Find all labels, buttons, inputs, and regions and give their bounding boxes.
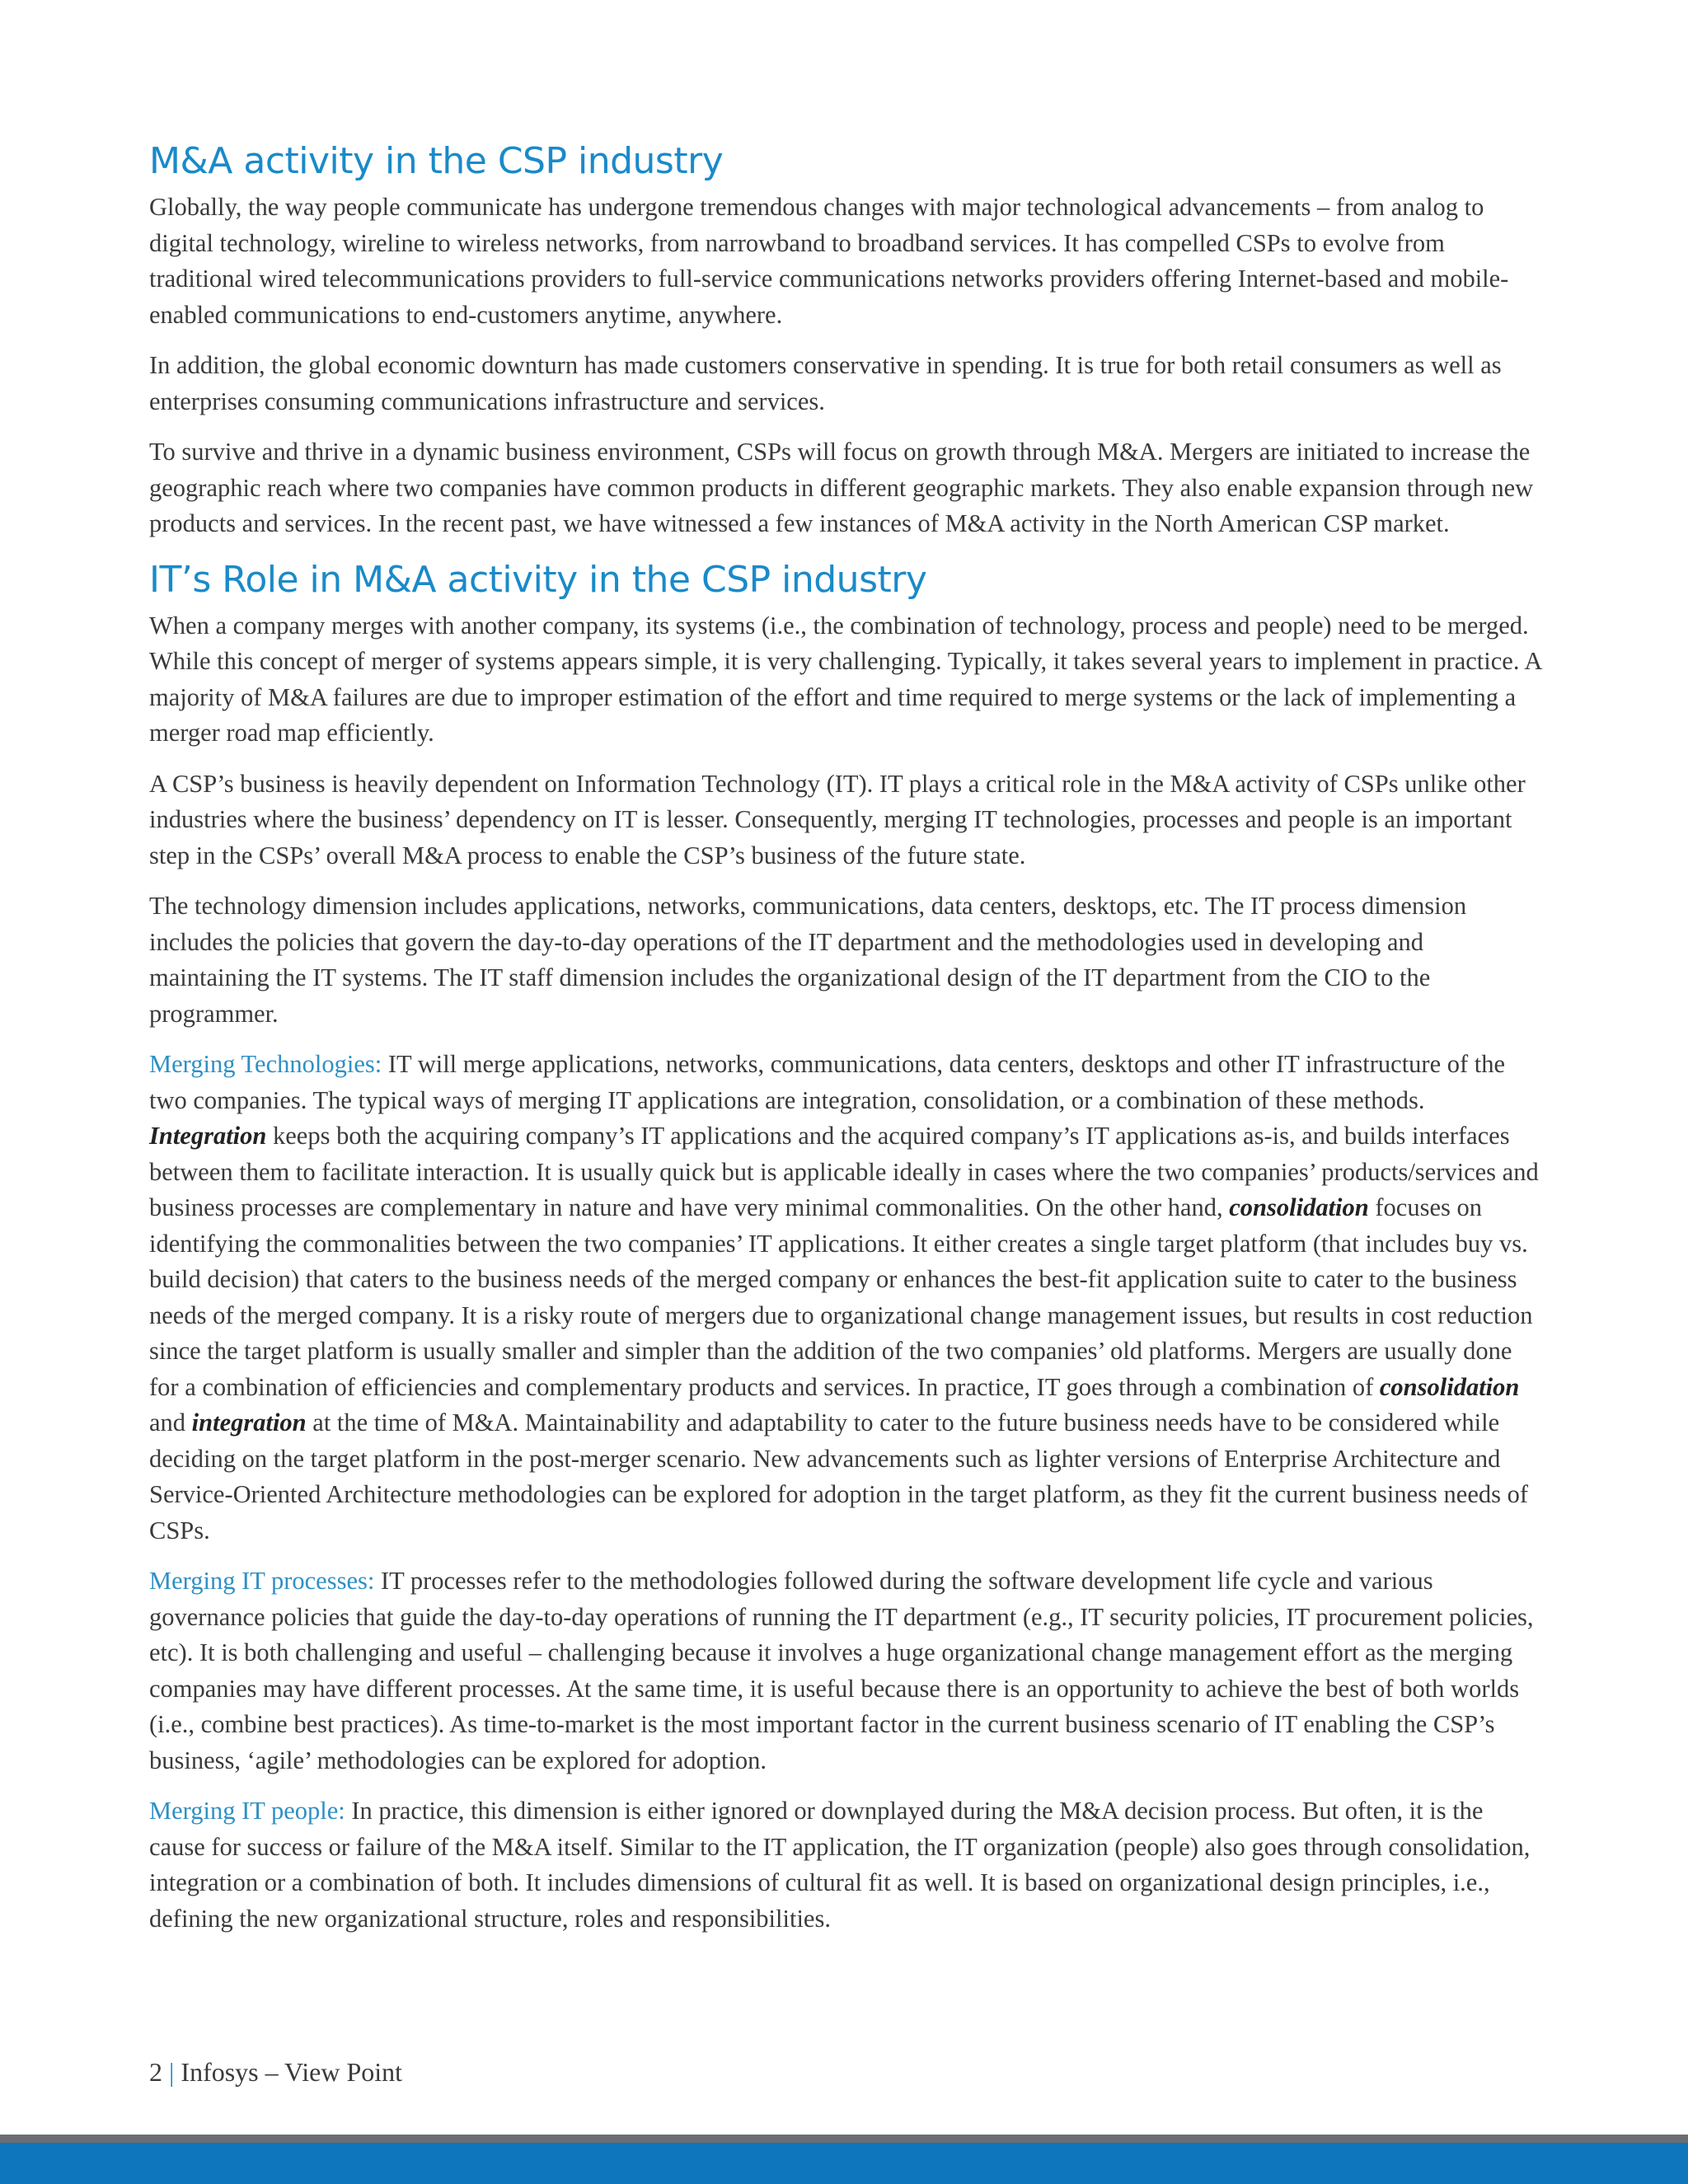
- footer-separator: |: [169, 2057, 175, 2087]
- page-content: [149, 138, 1542, 1952]
- footer-title: Infosys – View Point: [181, 2057, 403, 2087]
- emphasis-consolidation: consolidation: [1379, 1372, 1520, 1401]
- emphasis-integration: Integration: [149, 1122, 267, 1150]
- emphasis-consolidation: consolidation: [1229, 1193, 1369, 1221]
- section-heading-ma-activity: M&A activity in the CSP industry: [149, 140, 724, 182]
- text-run: IT processes refer to the methodologies followed during the software development life cycle and various governance policies that guide the day-to-day operations of running the IT department (e.g., IT security policies, IT procurement policies, etc). It is both challenging and useful – challenging because it involves a huge organizational change management effort as the merging companies may have different processes. At the same time, it is useful because there is an opportunity to achieve the best of both worlds (i.e., combine best practices). As time-to-market is the most important factor in the current business scenario of IT enabling the CSP’s business, ‘agile’ methodologies can be explored for adoption.: [149, 1567, 1534, 1774]
- paragraph: To survive and thrive in a dynamic business environment, CSPs will focus on growth through M&A. Mergers are initiated to increase the geographic reach where two companies have common products in different geographic markets. They also enable expansion through new products and services. In the recent past, we have witnessed a few instances of M&A activity in the North American CSP market.: [149, 438, 1534, 537]
- page-number: 2: [149, 2057, 162, 2087]
- footer-grey-stripe: [0, 2135, 1688, 2143]
- section-heading-it-role: IT’s Role in M&A activity in the CSP industry: [149, 558, 927, 601]
- text-run: keeps both the acquiring company’s IT applications and the acquired company’s IT applications as-is, and builds interfaces between them to facilitate interaction. It is usually quick but is applicable ideally in cases where the two companies’ products/services and business processes are complementary in nature and have very minimal commonalities. On the other hand,: [149, 1122, 1539, 1221]
- merging-technologies-paragraph: [149, 1047, 1542, 1549]
- merging-processes-paragraph: [149, 1563, 1542, 1779]
- text-run: focuses on identifying the commonalities between the two companies’ IT applications. It either creates a single target platform (that includes buy vs. build decision) that caters to the business needs of the merged company or enhances the best-fit application suite to cater to the business needs of the merged company. It is a risky route of mergers due to organizational change management issues, but results in cost reduction since the target platform is usually smaller and simpler than the addition of the two companies’ old platforms. Mergers are usually done for a combination of efficiencies and complementary products and services. In practice, IT goes through a combination of: [149, 1193, 1533, 1401]
- emphasis-integration: integration: [191, 1408, 307, 1436]
- paragraph: When a company merges with another company, its systems (i.e., the combination of technology, process and people) need to be merged. While this concept of merger of systems appears simple, it is very challenging. Typically, it takes several years to implement in practice. A majority of M&A failures are due to improper estimation of the effort and time required to merge systems or the lack of implementing a merger road map efficiently.: [149, 611, 1541, 747]
- merging-people-lead: Merging IT people:: [149, 1797, 345, 1825]
- text-run: at the time of M&A. Maintainability and adaptability to cater to the future business needs have to be considered while deciding on the target platform in the post-merger scenario. New advancements such as lighter versions of Enterprise Architecture and Service-Oriented Architecture methodologies can be explored for adoption in the target platform, as they fit the current business needs of CSPs.: [149, 1408, 1529, 1544]
- merging-technologies-lead: Merging Technologies:: [149, 1050, 382, 1078]
- paragraph: Globally, the way people communicate has undergone tremendous changes with major technological advancements – from analog to digital technology, wireline to wireless networks, from narrowband to broadband services. It has compelled CSPs to evolve from traditional wired telecommunications providers to full-service communications networks providers offering Internet-based and mobile-enabled communications to end-customers anytime, anywhere.: [149, 193, 1509, 329]
- paragraph: The technology dimension includes applications, networks, communications, data centers, desktops, etc. The IT process dimension includes the policies that govern the day-to-day operations of the IT department and the methodologies used in developing and maintaining the IT systems. The IT staff dimension includes the organizational design of the IT department from the CIO to the programmer.: [149, 892, 1467, 1028]
- paragraph: In addition, the global economic downturn has made customers conservative in spending. It is true for both retail consumers as well as enterprises consuming communications infrastructure and services.: [149, 351, 1502, 415]
- merging-processes-lead: Merging IT processes:: [149, 1567, 375, 1595]
- merging-people-paragraph: [149, 1793, 1542, 1937]
- paragraph: A CSP’s business is heavily dependent on Information Technology (IT). IT plays a critical role in the M&A activity of CSPs unlike other industries where the business’ dependency on IT is lesser. Consequently, merging IT technologies, processes and people is an important step in the CSPs’ overall M&A process to enable the CSP’s business of the future state.: [149, 769, 1526, 869]
- text-run: In practice, this dimension is either ignored or downplayed during the M&A decision process. But often, it is the cause for success or failure of the M&A itself. Similar to the IT application, the IT organization (people) also goes through consolidation, integration or a combination of both. It includes dimensions of cultural fit as well. It is based on organizational design principles, i.e., defining the new organizational structure, roles and responsibilities.: [149, 1797, 1531, 1933]
- footer-blue-bar: [0, 2143, 1688, 2184]
- text-run: and: [149, 1408, 192, 1436]
- page-footer: [149, 2055, 402, 2088]
- text-run: IT will merge applications, networks, communications, data centers, desktops and other IT infrastructure of the two companies. The typical ways of merging IT applications are integration, consolidation, or a combination of these methods.: [149, 1050, 1506, 1114]
